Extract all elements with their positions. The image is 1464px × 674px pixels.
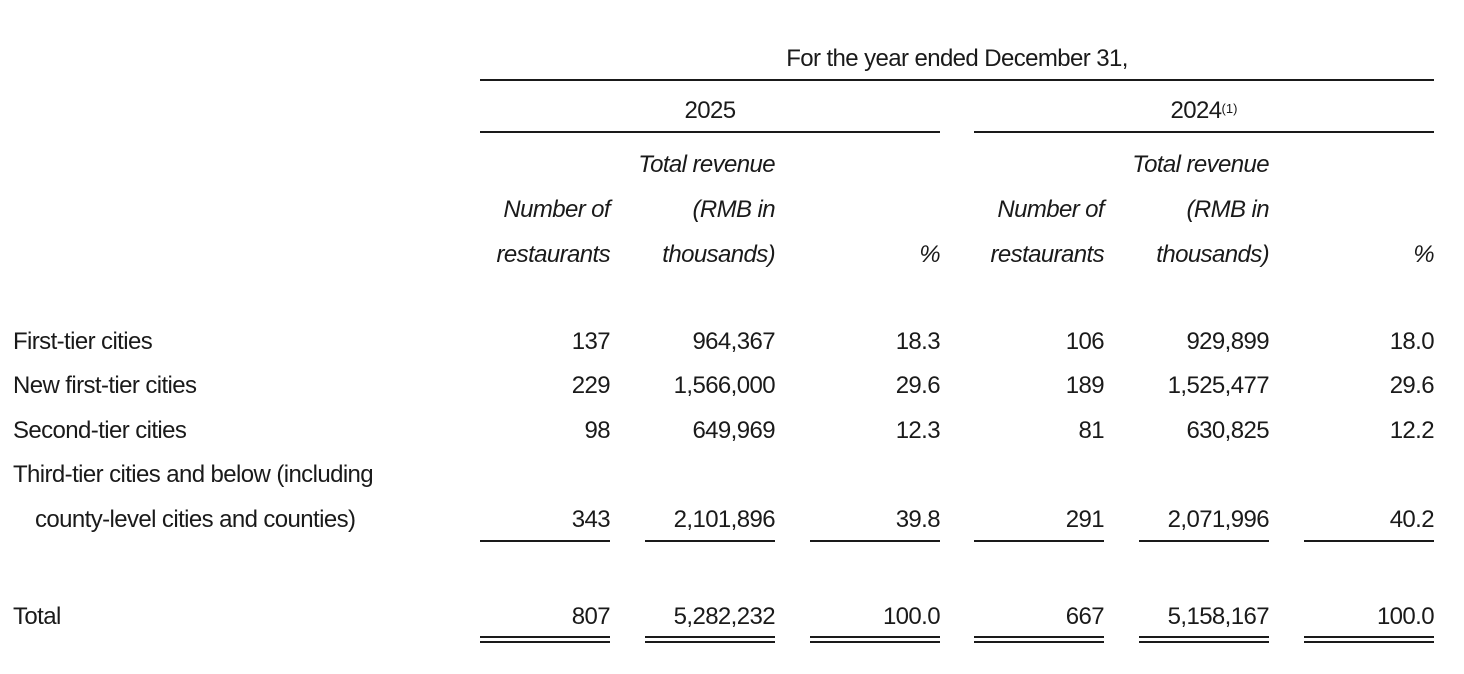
year-current: 2025 [684,97,736,124]
cell-pri-revenue: 2,071,996 [1167,506,1269,533]
total-cur-revenue: 5,282,232 [673,603,775,630]
col-pri-revenue-line3: thousands) [1156,241,1269,268]
row-label-third-tier-line2: county-level cities and counties) [35,506,356,533]
total-cur-percent: 100.0 [882,603,940,630]
total-pri-restaurants: 667 [1065,603,1104,630]
col-pri-revenue-line1: Total revenue [1132,151,1269,178]
col-pri-restaurants-line2: restaurants [990,241,1104,268]
cell-cur-percent: 29.6 [895,372,940,399]
cell-cur-restaurants: 229 [571,372,610,399]
total-pri-percent: 100.0 [1376,603,1434,630]
cell-pri-restaurants: 291 [1065,506,1104,533]
year-prior-footnote: (1) [1221,101,1238,116]
cell-pri-restaurants: 106 [1065,328,1104,355]
col-cur-percent: % [919,241,940,268]
period-rule [480,79,1434,81]
period-header: For the year ended December 31, [786,45,1128,72]
year-prior-label: 2024 [1170,97,1222,124]
cell-cur-restaurants: 98 [584,417,610,444]
col-cur-revenue-line1: Total revenue [638,151,775,178]
cell-pri-revenue: 929,899 [1186,328,1269,355]
total-double-rule [645,636,775,643]
cell-pri-restaurants: 81 [1078,417,1104,444]
cell-cur-percent: 18.3 [895,328,940,355]
total-double-rule [974,636,1104,643]
cell-pri-revenue: 1,525,477 [1167,372,1269,399]
cell-pri-percent: 29.6 [1389,372,1434,399]
row-label-first-tier: First-tier cities [13,328,153,355]
row-label-new-first-tier: New first-tier cities [13,372,197,399]
subtotal-rule [974,540,1104,542]
row-label-total: Total [13,603,61,630]
subtotal-rule [1304,540,1434,542]
cell-cur-revenue: 1,566,000 [673,372,775,399]
total-double-rule [1304,636,1434,643]
cell-cur-restaurants: 137 [571,328,610,355]
year-current-rule [480,131,940,133]
row-label-second-tier: Second-tier cities [13,417,187,444]
total-cur-restaurants: 807 [571,603,610,630]
col-pri-percent: % [1413,241,1434,268]
cell-cur-percent: 39.8 [895,506,940,533]
year-prior-rule [974,131,1434,133]
total-pri-revenue: 5,158,167 [1167,603,1269,630]
cell-pri-percent: 40.2 [1389,506,1434,533]
row-label-third-tier-line1: Third-tier cities and below (including [13,461,374,488]
total-double-rule [810,636,940,643]
subtotal-rule [1139,540,1269,542]
col-cur-revenue-line3: thousands) [662,241,775,268]
cell-cur-percent: 12.3 [895,417,940,444]
subtotal-rule [480,540,610,542]
total-double-rule [1139,636,1269,643]
cell-cur-revenue: 964,367 [692,328,775,355]
col-cur-revenue-line2: (RMB in [692,196,775,223]
col-cur-restaurants-line1: Number of [503,196,610,223]
cell-pri-percent: 12.2 [1389,417,1434,444]
cell-pri-restaurants: 189 [1065,372,1104,399]
col-pri-revenue-line2: (RMB in [1186,196,1269,223]
cell-cur-revenue: 2,101,896 [673,506,775,533]
subtotal-rule [645,540,775,542]
col-cur-restaurants-line2: restaurants [496,241,610,268]
subtotal-rule [810,540,940,542]
total-double-rule [480,636,610,643]
cell-pri-revenue: 630,825 [1186,417,1269,444]
cell-pri-percent: 18.0 [1389,328,1434,355]
cell-cur-revenue: 649,969 [692,417,775,444]
col-pri-restaurants-line1: Number of [997,196,1104,223]
year-prior [974,96,1434,126]
cell-cur-restaurants: 343 [571,506,610,533]
